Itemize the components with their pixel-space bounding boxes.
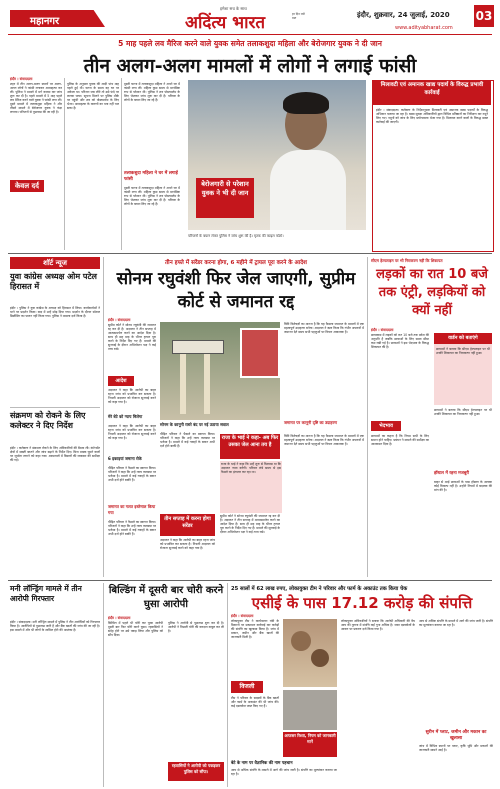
inset-photo [240, 328, 280, 378]
item-cluster [291, 631, 311, 651]
masthead-side: हर दिन नयी बात [292, 12, 305, 20]
sidebar-text: इंदौर । संवाददाता। कलेक्टर के निर्देशानुसार मिलावटी एवं अमानक खाद्य पदार्थों के विरुद्ध अभियान चलाया जा रहा है। खाद्य सुरक्षा अधिकारियों द्वारा विभिन्न प्रतिष्ठानों का निरीक्षण कर नमूने लिए गए। नमूनों को जांच के लिए प्रयोगशाला भेजा गया है। मिलावट करने वालों के विरुद्ध सख्त कार्रवाई की जाएगी। [376, 108, 488, 124]
story2-box2: राजा के भाई ने कहा- अब फिर उसका जेल आना तय है [220, 434, 280, 459]
story1-label: केवल दर्द [10, 180, 44, 192]
story4-byline: इंदौर । संवाददाता [231, 614, 254, 618]
story1-photo-caption: परिजनों के बयान लेकर पुलिस ने जांच शुरू की है। मृतक की फाइल फोटो। [188, 234, 284, 238]
story2-col-b2: अदालत ने कहा कि आरोपी का बाहर रहना जांच को प्रभावित कर सकता है। निचली अदालत को रोजाना सुनवाई करने को कहा गया है। [108, 424, 156, 440]
story3-caption: रहवासियों ने आरोपी को पकड़कर पुलिस को सौंपा। [168, 762, 224, 781]
story2-byline: इंदौर । संवाददाता [108, 318, 131, 322]
story4-text-e: जांच में विभिन्न स्थानों पर प्लाट, कृषि भूमि और मकानों की जानकारी सामने आई है। [419, 744, 493, 752]
sidebar-head: मिलावटी एवं अमानक खाद्य पदार्थ के विरुद्ध प्रभावी कार्रवाई [373, 81, 491, 105]
right-text3: छात्राओं ने बताया कि सीएम हेल्पलाइन पर भी उनकी शिकायत का निराकरण नहीं हुआ। [434, 408, 492, 416]
right-text2: छात्राओं का कहना है कि नियम सभी के लिए समान होने चाहिए। प्रबंधन ने मामले की समीक्षा का आश्वासन दिया है। [371, 434, 429, 446]
story2-photo [160, 322, 280, 420]
story1-byline: इंदौर । संवाददाता [10, 77, 33, 81]
story2-sub1: मेरे बेटे को न्याय मिलेगा [108, 414, 143, 419]
photo-label: बेरोजगारी से परेशान युवक ने भी दी जान [201, 180, 249, 197]
rule [8, 580, 492, 581]
story1-col2: पुलिस के अनुसार युवक की शादी पांच माह पहले हुई थी। घटना के समय वह घर पर अकेला था। परिजन जब लौटे तो उसे फंदे पर लटका पाया। सूचना मिलने पर पुलिस मौके पर पहुंची और शव को पोस्टमार्टम के लिए भेजा। आत्महत्या के कारणों का पता नहीं चल सका है। [67, 82, 119, 110]
right-headline: लड़कों का रात 10 बजे तक एंट्री, लड़कियों को क्यों नहीं [376, 267, 488, 318]
right-sub: हॉस्टल में रहना मजबूरी [434, 470, 469, 475]
story1-col1: शहर में तीन अलग-अलग स्थानों पर अलग-अलग लोगों ने फांसी लगाकर आत्महत्या कर ली। पुलिस ने मामले में मर्ग कायम कर जांच शुरू कर दी है। पहले मामले में 5 माह पहले लव मैरिज करने वाले युवक ने फांसी लगा ली। दूसरे मामले में तलाकशुदा महिला ने और तीसरे मामले में बेरोजगार युवक ने फंदा लगाया। परिजनों से पूछताछ की जा रही है। [10, 82, 62, 114]
story1-col3: दूसरी घटना में तलाकशुदा महिला ने अपने घर में फांसी लगा ली। महिला कुछ समय से मानसिक रूप से परेशान थी। पुलिस ने शव पोस्टमार्टम के लिए भेजकर जांच शुरू कर दी है। परिवार के लोगों के बयान लिए जा रहे हैं। [124, 82, 180, 102]
story2-col-d: विधि विशेषज्ञों का मानना है कि यह फैसला जमानत के मामलों में एक महत्वपूर्ण उदाहरण बनेगा। अदालत ने स्पष्ट किया कि गंभीर अपराधों में जमानत देते समय सभी पहलुओं पर विचार आवश्यक है। [284, 322, 364, 334]
story4-sub: सुरीन में प्लाट, जमीन और मकान का खुलासा [425, 730, 487, 741]
story2-col-d2: विधि विशेषज्ञों का मानना है कि यह फैसला जमानत के मामलों में एक महत्वपूर्ण उदाहरण बनेगा। अदालत ने स्पष्ट किया कि गंभीर अपराधों में जमानत देते समय सभी पहलुओं पर विचार आवश्यक है। [284, 434, 364, 446]
rule [103, 257, 104, 577]
brief2-head: संक्रमण को रोकने के लिए कलेक्टर ने दिए निर्देश [10, 411, 86, 430]
story4-text-e-top: आय से अधिक संपत्ति के मामले में आगे की जांच जारी है। संपत्ति का मूल्यांकन कराया जा रहा है। [419, 619, 493, 627]
story4-kicker: 25 सालों में 62 लाख रुपए, लोकायुक्त टीम ने परिवार और फार्म के अकाउंट तक किया चेक [231, 586, 408, 592]
story2-col-c: पीड़ित परिवार ने फैसले का स्वागत किया। परिजनों ने कहा कि उन्हें न्याय व्यवस्था पर भरोसा है। मामले में कई गवाहों के बयान अभी दर्ज होने बाकी हैं। [108, 466, 156, 482]
court-sign [172, 340, 224, 354]
person-hair [283, 92, 329, 114]
right-text1: छात्रावास में लड़कों को रात 10 बजे तक प्रवेश की अनुमति है जबकि छात्राओं के लिए समय सीमा कम रखी गई है। छात्राओं ने इस भेदभाव के विरुद्ध शिकायत की है। [371, 333, 429, 349]
story2-col-b: अदालत ने कहा कि आरोपी का बाहर रहना जांच को प्रभावित कर सकता है। निचली अदालत को रोजाना सुनवाई करने को कहा गया है। [108, 388, 156, 404]
story3-headline: बिल्डिंग में दूसरी बार चोरी करने घुसा आरोपी [108, 585, 224, 610]
story2-col-d-head: जमानत पर कानूनी दृष्टि का उदाहरण [284, 420, 337, 425]
story2-box3: राजा के भाई ने कहा कि उन्हें शुरू से विश्वास था कि अदालत न्याय करेगी। परिवार लंबे समय से इस फैसले का इंतजार कर रहा था। [220, 461, 282, 513]
section-name: महानगर [30, 16, 60, 27]
short-news-label: शॉर्ट न्यूज [10, 257, 100, 269]
story2-box1: तीन सप्ताह में करना होगा सरेंडर [160, 514, 215, 536]
story4-photo-small [283, 690, 337, 730]
story4-bold-line: बेटे के नाम पर वैज्ञानिक की नाम पहचान [231, 760, 293, 765]
story4-text-a: लोकायुक्त टीम ने कार्यपालन यंत्री के ठिकानों पर छापामार कार्रवाई कर करोड़ों की संपत्ति का खुलासा किया है। जांच में मकान, जमीन और बैंक खातों की जानकारी मिली है। [231, 619, 279, 639]
dateline: इंदौर, शुक्रवार, 24 जुलाई, 2020 [357, 11, 450, 19]
rule [367, 257, 368, 577]
brief2-text: इंदौर । कलेक्टर ने संक्रमण रोकने के लिए अधिकारियों की बैठक ली। कंटेनमेंट क्षेत्रों में सख्ती बरतने और जांच बढ़ाने के निर्देश दिए। बिना मास्क घूमने वालों पर जुर्माना लगाने को कहा गया। अस्पतालों में बिस्तरों की व्यवस्था की समीक्षा की गई। [10, 446, 100, 462]
building-pillar [180, 354, 186, 414]
story3-byline: इंदौर । संवाददाता [108, 616, 131, 620]
item-cluster [311, 649, 329, 667]
story3-text-b: पुलिस ने आरोपी से पूछताछ शुरू कर दी है। आरोपी ने पिछली चोरी की वारदात कबूल कर ली है। [168, 621, 224, 633]
story1-subhead: तलाकशुदा महिला ने घर में लगाई फांसी [124, 171, 178, 182]
story2-sub3: जमानत का गलत इस्तेमाल किया गया [108, 504, 156, 515]
story2-col-e2: अदालत ने कहा कि आरोपी का बाहर रहना जांच को प्रभावित कर सकता है। निचली अदालत को रोजाना सुनवाई करने को कहा गया है। [160, 538, 215, 550]
rule [10, 407, 100, 408]
story1-col3b: दूसरी घटना में तलाकशुदा महिला ने अपने घर में फांसी लगा ली। महिला कुछ समय से मानसिक रूप से परेशान थी। पुलिस ने शव पोस्टमार्टम के लिए भेजकर जांच शुरू कर दी है। परिवार के लोगों के बयान लिए जा रहे हैं। [124, 186, 180, 206]
story4-text-c: आय से अधिक संपत्ति के मामले में आगे की जांच जारी है। संपत्ति का मूल्यांकन कराया जा रहा है। [231, 768, 337, 776]
bottom-left-head: मनी लॉन्ड्रिंग मामले में तीन आरोपी गिरफ्तार [10, 584, 82, 603]
story1-photo [188, 80, 366, 230]
story4-photo-caption: आफसर रिश्ता, नियम को जानकारी मानें [283, 732, 337, 757]
story2-col-a: सुप्रीम कोर्ट ने सोनम रघुवंशी की जमानत रद्द कर दी है। अदालत ने तीन सप्ताह में आत्मसमर्पण करने का आदेश दिया है। साथ ही छह माह के भीतर ट्रायल पूरा करने के निर्देश दिए गए हैं। मामले की सुनवाई के दौरान अभियोजन पक्ष ने कई तथ्य रखे। [108, 323, 156, 351]
masthead-logo: अदिंत्य भारत [185, 13, 266, 33]
masthead-tagline: हमेशा सच के साथ [220, 6, 247, 11]
story1-headline: तीन अलग-अलग मामलों में लोगों ने लगाई फांसी [83, 55, 417, 77]
story2-col-e: पीड़ित परिवार ने फैसले का स्वागत किया। परिजनों ने कहा कि उन्हें न्याय व्यवस्था पर भरोसा है। मामले में कई गवाहों के बयान अभी दर्ज होने बाकी हैं। [160, 432, 215, 448]
right-byline: इंदौर । संवाददाता [371, 328, 394, 332]
story2-sub2: 6 इकाइयां जमाना रोके [108, 456, 142, 461]
brief1-head: युवा कांग्रेस अध्यक्ष ओम पटेल हिरासत में [10, 272, 97, 291]
right-text4: बाहर से आई छात्राओं के पास हॉस्टल के अलावा कोई विकल्प नहीं है। उन्होंने नियमों में बदलाव की मांग की है। [434, 480, 492, 492]
rule [121, 78, 122, 250]
story4-label: विजली [231, 681, 263, 693]
rule [227, 583, 228, 787]
story4-photo [283, 619, 337, 687]
right-pink-text: छात्राओं ने बताया कि सीएम हेल्पलाइन पर भी उनकी शिकायत का निराकरण नहीं हुआ। [436, 347, 490, 355]
story2-photo-caption: सोनम के कानूनी रास्ते बंद पर नई उठाया सवाल [160, 422, 229, 427]
story2-adesh-label: आदेश [108, 376, 134, 386]
story4-text-b: टीम ने परिवार के सदस्यों के बैंक खातों और फार्म के अकाउंट की भी जांच की। कई दस्तावेज जब्त किए गए हैं। [231, 696, 279, 708]
right-pink-head: वार्डन को बताएंगे [434, 333, 492, 344]
story3-text-a: बिल्डिंग में पहले भी चोरी कर चुका आरोपी दूसरी बार फिर चोरी करने घुसा। रहवासियों ने संदेह होने पर उसे पकड़ लिया और पुलिस को सौंप दिया। [108, 621, 163, 637]
right-label: भेदभाव [371, 421, 401, 431]
header-rule [8, 34, 492, 35]
rule [64, 78, 65, 250]
website-url[interactable]: www.adityabharat.com [395, 25, 453, 31]
building-pillar [204, 354, 210, 414]
story4-text-d: लोकायुक्त अधिकारियों ने बताया कि आरोपी अधिकारी की वैध आय की तुलना में संपत्ति कई गुना अधिक है। जब्त दस्तावेजों के आधार पर प्रकरण दर्ज किया गया है। [341, 619, 415, 631]
brief1-text: इंदौर । पुलिस ने युवा कांग्रेस के अध्यक्ष को हिरासत में लिया। कार्यकर्ताओं ने थाने पर प्रदर्शन किया। बाद में उन्हें छोड़ दिया गया। प्रदर्शन के दौरान सोशल डिस्टेंसिंग का पालन नहीं किया गया। पुलिस ने मामला दर्ज किया है। [10, 306, 100, 318]
page-number: 03 [474, 5, 494, 27]
rule [103, 583, 104, 787]
story4-headline: एसीई के पास 17.12 करोड़ की संपत्ति [251, 594, 473, 612]
rule [8, 253, 492, 254]
story2-col-c2: पीड़ित परिवार ने फैसले का स्वागत किया। परिजनों ने कहा कि उन्हें न्याय व्यवस्था पर भरोसा है। मामले में कई गवाहों के बयान अभी दर्ज होने बाकी हैं। [108, 520, 156, 536]
story2-kicker: तीन हफ्ते में सरेंडर करना होगा, 6 महीने में ट्रायल पूरा करने के आदेश [164, 260, 307, 266]
right-kicker: सीएम हेल्पलाइन पर भी निराकरण नहीं कि शिकायत [371, 258, 443, 263]
page-header [0, 0, 500, 36]
story1-kicker: 5 माह पहले लव मैरिज करने वाले युवक समेत तलाकशुदा महिला और बेरोजगार युवक ने दी जान [118, 39, 382, 48]
story2-col-f: सुप्रीम कोर्ट ने सोनम रघुवंशी की जमानत रद्द कर दी है। अदालत ने तीन सप्ताह में आत्मसमर्पण करने का आदेश दिया है। साथ ही छह माह के भीतर ट्रायल पूरा करने के निर्देश दिए गए हैं। मामले की सुनवाई के दौरान अभियोजन पक्ष ने कई तथ्य रखे। [220, 514, 280, 534]
bottom-left-text: इंदौर । संवाददाता। मनी लॉन्ड्रिंग मामले में पुलिस ने तीन आरोपियों को गिरफ्तार किया है। आरोपियों से पूछताछ जारी है और बैंक खातों की जांच की जा रही है। इस मामले में और भी लोगों के शामिल होने की आशंका है। [10, 620, 100, 632]
story2-headline: सोनम रघुवंशी फिर जेल जाएगी, सुप्रीम कोर्ट से जमानत रद्द [116, 269, 356, 312]
person-body [270, 150, 346, 230]
